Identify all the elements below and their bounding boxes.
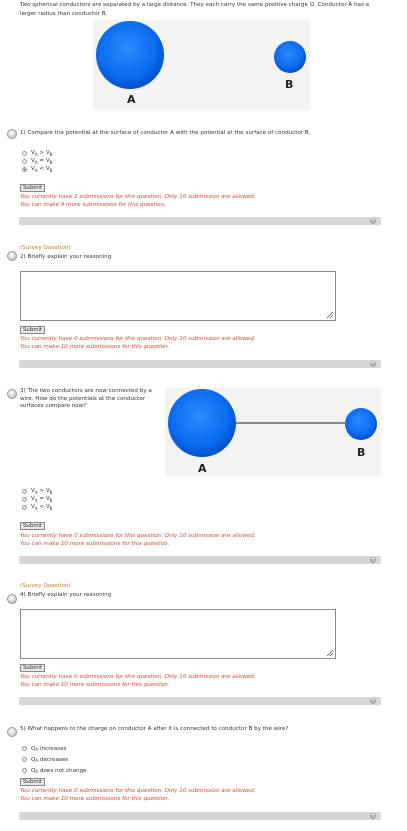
expand-bar[interactable]	[19, 812, 381, 820]
status-line-2: You can make 10 more submissions for this question.	[20, 681, 170, 688]
question-5-options	[22, 743, 87, 776]
plus-icon[interactable]: +	[370, 697, 376, 704]
question-3-options	[22, 487, 52, 511]
submit-button-q3[interactable]: Submit	[20, 522, 45, 530]
question-icon	[7, 389, 17, 399]
survey-label: (Survey Question)	[20, 583, 71, 589]
plus-icon[interactable]: +	[370, 556, 376, 563]
status-line-1: You currently have 0 submissions for this question. Only 10 submission are allowed.	[20, 533, 256, 539]
expand-bar[interactable]	[19, 360, 381, 368]
option-va-lt-vb[interactable]: $V_A < V_B$	[22, 503, 52, 511]
resize-handle-icon[interactable]	[326, 311, 334, 319]
question-5-text: 5) What happens to the charge on conductor A after it is connected to conductor B by the wire?	[20, 726, 289, 732]
reasoning-textarea-q4[interactable]	[20, 609, 336, 659]
problem-intro: Two spherical conductors are separated by a large distance. They each carry the same positive charge Q. Conductor A has a larger radius than conductor B.	[20, 2, 370, 17]
figure-connected-conductors	[165, 388, 381, 476]
expand-bar[interactable]	[19, 697, 381, 705]
status-line-2: You can make 10 more submissions for this question.	[20, 540, 170, 547]
option-va-lt-vb[interactable]: $V_A < V_B$	[22, 165, 52, 173]
figure-separated-conductors	[93, 20, 310, 110]
option-qa-no-change[interactable]: $Q_A$ does not change	[22, 765, 87, 776]
sphere-b	[345, 408, 377, 440]
question-1-options	[22, 149, 52, 173]
figure-separated-spheres	[93, 20, 310, 110]
sphere-a	[96, 21, 164, 89]
status-line-2: You can make 10 more submissions for this question.	[20, 343, 170, 350]
question-1-text: 1) Compare the potential at the surface of conductor A with the potential at the surface of conductor B.	[20, 130, 311, 136]
expand-bar[interactable]	[19, 217, 381, 225]
radio-button[interactable]	[22, 151, 27, 156]
submit-button-q1[interactable]: Submit	[20, 184, 45, 192]
submit-button-q5[interactable]: Submit	[20, 778, 45, 786]
label-a: A	[127, 93, 136, 106]
survey-label: (Survey Question)	[20, 245, 71, 251]
label-b: B	[357, 446, 366, 459]
submission-status	[20, 194, 256, 209]
plus-icon[interactable]: +	[370, 360, 376, 367]
submission-status	[20, 788, 256, 803]
option-qa-decreases[interactable]: $Q_A$ decreases	[22, 754, 87, 765]
radio-button[interactable]	[22, 505, 27, 510]
radio-button[interactable]	[22, 497, 27, 502]
sphere-a	[168, 389, 236, 457]
question-4-text: 4) Briefly explain your reasoning	[20, 592, 112, 598]
radio-button[interactable]	[22, 757, 27, 762]
radio-button[interactable]	[22, 489, 27, 494]
radio-button[interactable]	[22, 768, 27, 773]
label-a: A	[198, 462, 207, 475]
question-2-text: 2) Briefly explain your reasoning	[20, 254, 112, 260]
question-icon	[7, 129, 17, 139]
question-icon	[7, 594, 17, 604]
status-line-1: You currently have 0 submissions for this question. Only 10 submission are allowed.	[20, 674, 256, 680]
plus-icon[interactable]: +	[370, 812, 376, 819]
submit-button-q2[interactable]: Submit	[20, 326, 45, 334]
status-line-2: You can make 10 more submissions for this question.	[20, 795, 170, 802]
option-va-eq-vb[interactable]: $V_A = V_B$	[22, 495, 52, 503]
status-line-1: You currently have 0 submissions for this question. Only 10 submission are allowed.	[20, 336, 256, 342]
resize-handle-icon[interactable]	[326, 649, 334, 657]
sphere-b	[274, 41, 306, 73]
radio-button-selected[interactable]	[22, 167, 27, 172]
submission-status	[20, 533, 256, 548]
option-qa-increases[interactable]: $Q_A$ increases	[22, 743, 87, 754]
submit-button-q4[interactable]: Submit	[20, 664, 45, 672]
status-line-1: You currently have 0 submissions for this question. Only 10 submission are allowed.	[20, 788, 256, 794]
label-b: B	[285, 78, 294, 91]
radio-button[interactable]	[22, 746, 27, 751]
question-3-text: 3) The two conductors are now connected by a wire. How do the potentials at the conductor surfaces compare now?	[20, 388, 152, 409]
question-icon	[7, 727, 17, 737]
expand-bar[interactable]	[19, 556, 381, 564]
option-va-eq-vb[interactable]: $V_A = V_B$	[22, 157, 52, 165]
radio-button[interactable]	[22, 159, 27, 164]
option-va-gt-vb[interactable]: $V_A > V_B$	[22, 487, 52, 495]
submission-status	[20, 674, 256, 689]
submission-status	[20, 336, 256, 351]
option-va-gt-vb[interactable]: $V_A > V_B$	[22, 149, 52, 157]
status-line-2: You can make 9 more submissions for this question.	[20, 201, 166, 208]
plus-icon[interactable]: +	[370, 217, 376, 224]
reasoning-textarea-q2[interactable]	[20, 271, 336, 321]
question-icon	[7, 251, 17, 261]
status-line-1: You currently have 1 submissions for this question. Only 10 submission are allowed.	[20, 194, 256, 200]
